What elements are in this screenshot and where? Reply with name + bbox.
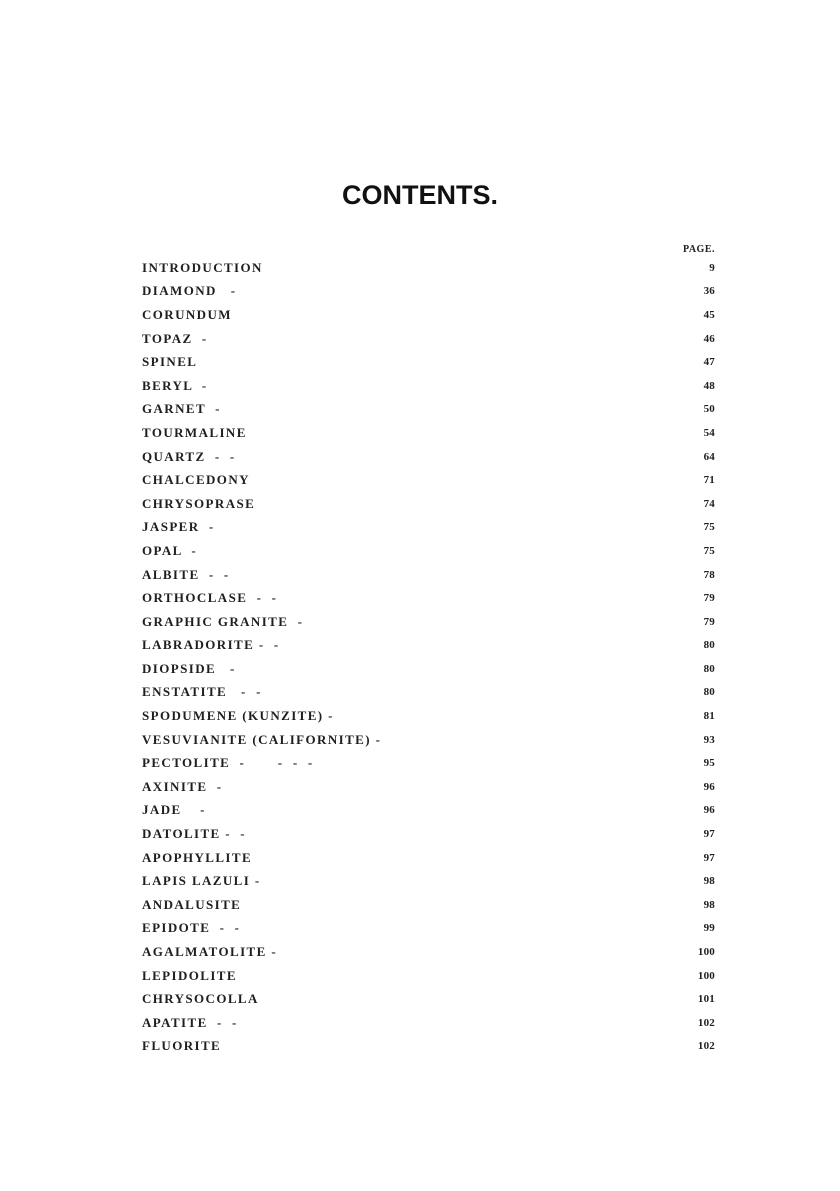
contents-entry [142, 893, 715, 917]
contents-entry [142, 775, 715, 799]
entry-page-number: 45 [703, 308, 715, 321]
entry-page-number: 36 [703, 285, 715, 298]
contents-entry [142, 327, 715, 351]
entry-page-number: 97 [703, 828, 715, 841]
entry-page-number: 64 [703, 450, 715, 463]
entry-page-number: 50 [703, 403, 715, 416]
entry-title: GRAPHIC GRANITE - [142, 613, 304, 629]
entry-page-number: 102 [697, 1016, 715, 1029]
entry-page-number: 98 [703, 898, 715, 911]
page-column-header: PAGE. [682, 244, 715, 255]
contents-entry [142, 822, 715, 846]
entry-title: EPIDOTE - - [142, 920, 241, 936]
entry-title: FLUORITE [142, 1038, 222, 1054]
contents-entry [142, 799, 715, 823]
entry-title: BERYL - [142, 377, 208, 393]
entry-page-number: 79 [703, 592, 715, 605]
entry-title: PECTOLITE - - - - [142, 755, 314, 771]
entry-title: LABRADORITE - - [142, 637, 280, 653]
contents-entry [142, 846, 715, 870]
entry-title: AXINITE - [142, 778, 223, 794]
entry-page-number: 46 [703, 332, 715, 345]
entry-page-number: 99 [703, 922, 715, 935]
entry-page-number: 102 [697, 1040, 715, 1053]
contents-entry [142, 256, 715, 280]
contents-entry [142, 1011, 715, 1035]
entry-title: SPINEL [142, 354, 198, 370]
entry-page-number: 75 [703, 521, 715, 534]
page-title: CONTENTS. [341, 180, 498, 210]
entry-page-number: 74 [703, 497, 715, 510]
entry-title: LAPIS LAZULI - [142, 873, 261, 889]
entry-title: ENSTATITE - - [142, 684, 262, 700]
entry-title: SPODUMENE (KUNZITE) - [142, 708, 334, 724]
entry-title: GARNET - [142, 401, 221, 417]
entry-page-number: 96 [703, 780, 715, 793]
entry-title: APOPHYLLITE [142, 849, 253, 865]
contents-entry [142, 303, 715, 327]
entry-page-number: 80 [703, 686, 715, 699]
entry-page-number: 100 [697, 969, 715, 982]
contents-entry [142, 940, 715, 964]
contents-entry [142, 350, 715, 374]
contents-entry [142, 280, 715, 304]
contents-entry [142, 516, 715, 540]
entry-title: ANDALUSITE [142, 896, 242, 912]
entry-title: JASPER - [142, 519, 215, 535]
entry-title: CHRYSOPRASE [142, 495, 256, 511]
entry-page-number: 80 [703, 662, 715, 675]
entry-title: CHALCEDONY [142, 472, 250, 488]
entry-page-number: 93 [703, 733, 715, 746]
entry-title: ALBITE - - [142, 566, 230, 582]
contents-entry [142, 421, 715, 445]
entry-page-number: 96 [703, 804, 715, 817]
entry-title: DIAMOND - [142, 283, 237, 299]
contents-entry [142, 751, 715, 775]
entry-page-number: 71 [703, 474, 715, 487]
entry-page-number: 101 [697, 993, 715, 1006]
contents-entry [142, 539, 715, 563]
entry-page-number: 100 [697, 946, 715, 959]
contents-entry [142, 987, 715, 1011]
entry-title: OPAL - [142, 542, 198, 558]
contents-entry [142, 398, 715, 422]
entry-page-number: 95 [703, 757, 715, 770]
entry-title: VESUVIANITE (CALIFORNITE) - [142, 731, 382, 747]
entry-page-number: 9 [709, 261, 715, 274]
contents-entry [142, 728, 715, 752]
contents-entry [142, 634, 715, 658]
entry-page-number: 47 [703, 356, 715, 369]
entry-page-number: 81 [703, 710, 715, 723]
contents-entry [142, 610, 715, 634]
entry-title: AGALMATOLITE - [142, 944, 278, 960]
contents-list [142, 256, 715, 1058]
entry-title: QUARTZ - - [142, 448, 236, 464]
contents-entry [142, 869, 715, 893]
contents-entry [142, 468, 715, 492]
contents-entry [142, 964, 715, 988]
contents-entry [142, 1035, 715, 1059]
contents-entry [142, 917, 715, 941]
entry-title: CORUNDUM [142, 306, 232, 322]
entry-title: INTRODUCTION [142, 259, 263, 275]
entry-title: ORTHOCLASE - - [142, 590, 278, 606]
entry-title: TOPAZ - [142, 330, 208, 346]
contents-entry [142, 657, 715, 681]
contents-entry [142, 374, 715, 398]
contents-entry [142, 681, 715, 705]
entry-title: TOURMALINE [142, 424, 247, 440]
entry-page-number: 54 [703, 426, 715, 439]
contents-entry [142, 445, 715, 469]
contents-entry [142, 563, 715, 587]
entry-title: APATITE - - [142, 1014, 238, 1030]
entry-title: JADE - [142, 802, 206, 818]
entry-page-number: 80 [703, 639, 715, 652]
entry-page-number: 78 [703, 568, 715, 581]
entry-title: DIOPSIDE - [142, 660, 236, 676]
entry-title: LEPIDOLITE [142, 967, 237, 983]
entry-page-number: 79 [703, 615, 715, 628]
contents-entry [142, 586, 715, 610]
entry-title: DATOLITE - - [142, 826, 247, 842]
entry-page-number: 48 [703, 379, 715, 392]
contents-entry [142, 492, 715, 516]
contents-entry [142, 704, 715, 728]
entry-title: CHRYSOCOLLA [142, 991, 259, 1007]
entry-page-number: 98 [703, 875, 715, 888]
entry-page-number: 75 [703, 544, 715, 557]
entry-page-number: 97 [703, 851, 715, 864]
